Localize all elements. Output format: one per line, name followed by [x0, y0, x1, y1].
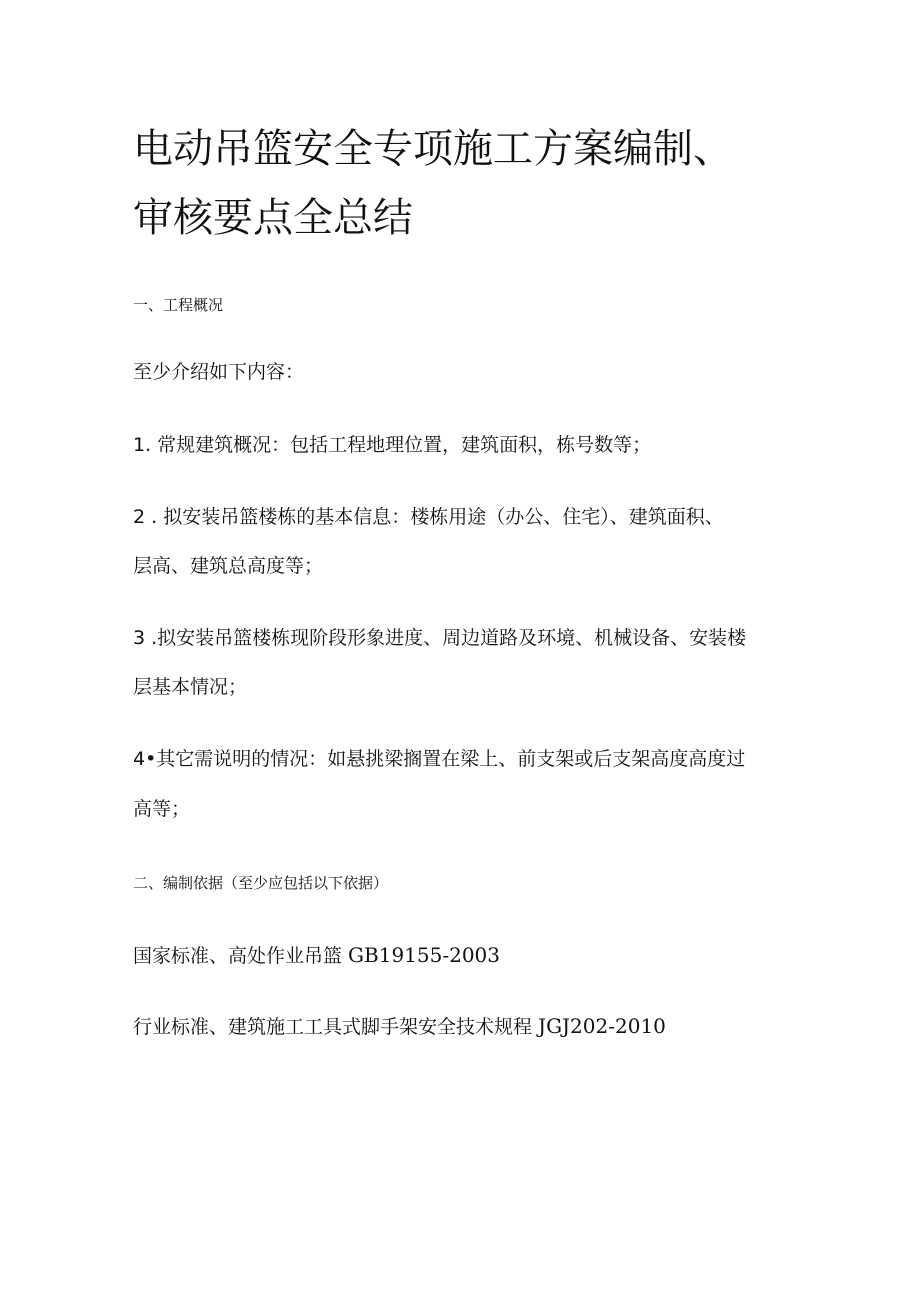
- section-heading-project-overview: 一、工程概况: [133, 296, 224, 314]
- list-item-2-number: 2: [133, 506, 146, 528]
- intro-paragraph: 至少介绍如下内容：: [133, 361, 305, 383]
- reference-1-code: GB19155-2003: [348, 943, 500, 967]
- list-item-3-line-2: 层基本情况；: [133, 676, 248, 698]
- document-title-line-2: 审核要点全总结: [133, 195, 413, 241]
- reference-industry-standard: [133, 1014, 833, 1040]
- list-item-2-line-2: 层高、建筑总高度等；: [133, 555, 324, 577]
- document-title-line-1: 电动吊篮安全专项施工方案编制、: [133, 126, 733, 172]
- list-item-1: 1. 常规建筑概况：包括工程地理位置，建筑面积，栋号数等；: [133, 434, 652, 456]
- reference-2-text: 行业标准、建筑施工工具式脚手架安全技术规程: [133, 1016, 539, 1038]
- list-item-4-line-1: 4•其它需说明的情况：如悬挑梁搁置在梁上、前支架或后支架高度高度过: [133, 748, 746, 770]
- reference-1-text: 国家标准、高处作业吊篮: [133, 945, 349, 967]
- list-item-3-number: 3: [133, 627, 146, 649]
- reference-national-standard: [133, 943, 833, 969]
- list-item-3-text: .拟安装吊篮楼栋现阶段形象进度、周边道路及环境、机械设备、安装楼: [145, 627, 747, 649]
- list-item-2-text: . 拟安装吊篮楼栋的基本信息：楼栋用途（办公、住宅）、建筑面积、: [145, 506, 724, 528]
- reference-2-code: JGJ202-2010: [538, 1014, 666, 1038]
- list-item-4-line-2: 高等；: [133, 798, 191, 820]
- list-item-3-line-1: [133, 627, 813, 651]
- section-heading-compilation-basis: 二、编制依据（至少应包括以下依据）: [133, 874, 389, 892]
- list-item-2-line-1: [133, 506, 813, 530]
